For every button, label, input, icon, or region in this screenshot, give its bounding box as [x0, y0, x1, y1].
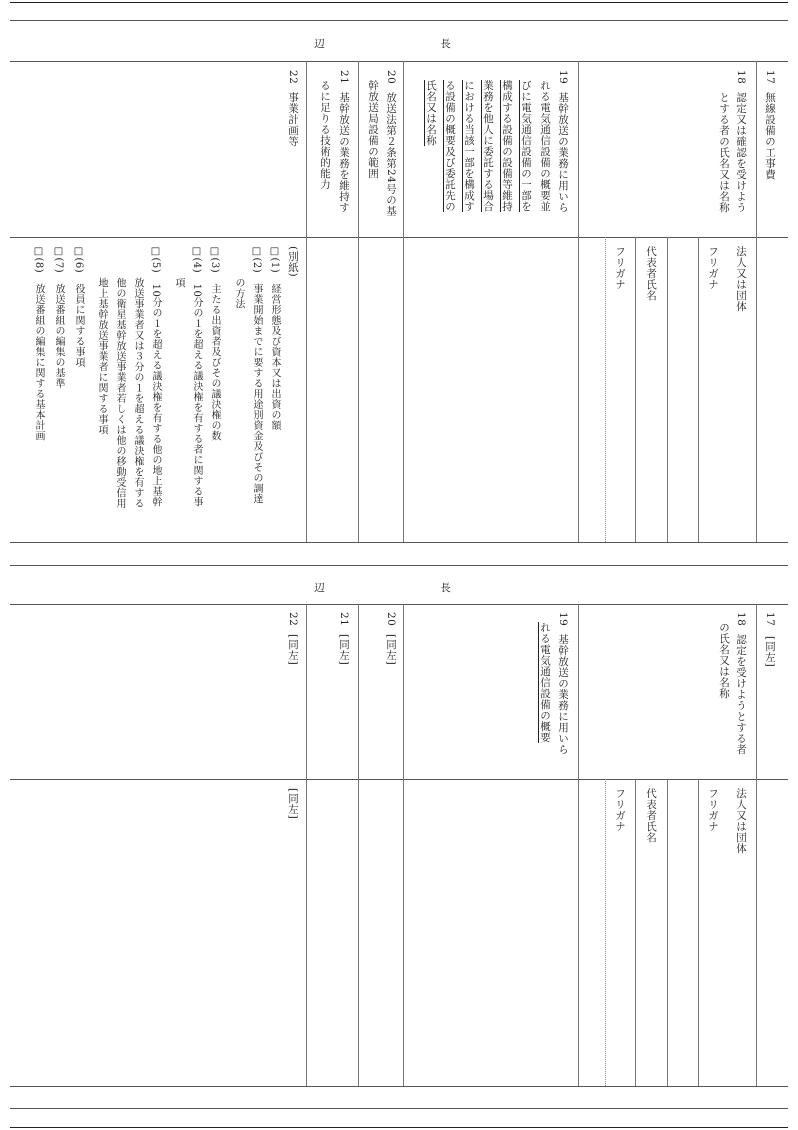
top-furigana-2: フリガナ [614, 246, 626, 290]
top-row21-line-1: 基幹放送の業務を維持す [338, 92, 350, 213]
top-row22-label: 事業計画等 [287, 92, 299, 147]
top-row17-label: 無線設備の工事費 [764, 92, 776, 180]
top-col-div-18d [605, 237, 606, 542]
top-item-7: □(7) 放送番組の編集の基準 [53, 246, 64, 389]
top-item-5c: 他の衛星基幹放送事業者若しくは他の移動受信用 [114, 246, 125, 509]
bottom-row22-content: [同左] [287, 788, 299, 820]
top-marker-side: 辺 [313, 38, 325, 49]
top-row20-line-1: 放送法第２条第24号の基 [385, 92, 397, 217]
bottom-col-div-18b [667, 779, 668, 1086]
top-corp-label: 法人又は団体 [735, 246, 747, 312]
top-col-div-17 [756, 61, 757, 542]
bottom-col-div-19 [578, 604, 579, 1086]
top-row22-number: 22 [287, 70, 299, 85]
bottom-row21-label: [同左] [338, 634, 350, 666]
bottom-row19-line-1: 基幹放送の業務に用いら [557, 634, 569, 755]
bottom-rep-label: 代表者氏名 [645, 788, 657, 843]
top-rule-4 [10, 542, 788, 543]
bottom-row17-label: [同左] [764, 636, 776, 668]
top-item-6: □(6) 役員に関する事項 [73, 246, 84, 368]
top-border [10, 2, 788, 3]
top-col-div-22 [306, 61, 307, 542]
top-col-div-19 [578, 61, 579, 542]
top-item-5: □(5) 10分の１を超える議決権を有する他の地上基幹 [150, 246, 161, 508]
top-col-div-18b [667, 237, 668, 542]
top-row18-label-1: 認定又は確認を受けよう [735, 92, 747, 213]
top-item-4b: 項 [173, 246, 184, 288]
bottom-marker-side: 辺 [313, 582, 325, 593]
bottom-col-div-18a [698, 779, 699, 1086]
top-rule-1 [10, 20, 788, 21]
bottom-corp-label: 法人又は団体 [735, 788, 747, 854]
bottom-col-div-21 [358, 604, 359, 1086]
bottom-row18-label-2: の氏名又は名称 [718, 622, 730, 699]
top-row19-line-4: 構成する設備の設備等維持 [501, 80, 513, 212]
top-item-5b: 放送事業者又は３分の１を超える議決権を有する [132, 246, 143, 509]
bottom-rule-3 [10, 779, 788, 780]
bottom-col-div-17 [756, 604, 757, 1086]
bottom-marker-long: 長 [439, 582, 451, 593]
bottom-rule-4 [10, 1086, 788, 1087]
top-row20-line-2: 幹放送局設備の範囲 [367, 80, 379, 179]
top-row19-line-2: れる電気通信設備の概要並 [539, 80, 551, 212]
top-row19-line-7: る設備の概要及び委託先の [444, 80, 456, 212]
bottom-row22-number: 22 [287, 612, 299, 627]
bottom-row20-number: 20 [385, 612, 397, 627]
top-row21-line-2: るに足りる技術的能力 [319, 80, 331, 190]
top-row18-number: 18 [735, 70, 747, 85]
top-item-2b: の方法 [233, 246, 244, 309]
bottom-col-div-22 [306, 604, 307, 1086]
top-rep-label: 代表者氏名 [645, 246, 657, 301]
top-annex-label: (別紙) [287, 246, 299, 278]
top-row21-number: 21 [338, 70, 350, 85]
bottom-furigana-2: フリガナ [614, 788, 626, 832]
bottom-row18-number: 18 [735, 612, 747, 627]
bottom-row19-number: 19 [557, 612, 569, 627]
top-row19-line-5: 業務を他人に委託する場合 [482, 80, 494, 212]
top-item-8: □(8) 放送番組の編集に関する基本計画 [33, 246, 44, 442]
bottom-col-div-18d [605, 779, 606, 1086]
top-col-div-20 [403, 61, 404, 542]
top-rule-3 [10, 237, 788, 238]
top-item-4: □(4) 10分の１を超える議決権を有する者に関する事 [191, 246, 202, 508]
top-row19-line-8: 氏名又は名称 [425, 80, 437, 146]
bottom-col-div-20 [403, 604, 404, 1086]
top-row19-line-1: 基幹放送の業務に用いら [557, 92, 569, 213]
bottom-row17-number: 17 [764, 612, 776, 627]
top-row20-number: 20 [385, 70, 397, 85]
top-item-3: □(3) 主たる出資者及びその議決権の数 [209, 246, 220, 442]
bottom-border [10, 1127, 788, 1128]
top-col-div-21 [358, 61, 359, 542]
bottom-row21-number: 21 [338, 612, 350, 627]
top-furigana-1: フリガナ [707, 246, 719, 290]
top-row19-number: 19 [557, 70, 569, 85]
top-item-1: □(1) 経営形態及び資本又は出資の額 [269, 246, 280, 431]
bottom-rule-2 [10, 604, 788, 605]
top-row19-line-3: びに電気通信設備の一部を [520, 80, 532, 212]
top-col-div-18c [635, 237, 636, 542]
top-row19-line-6: における当該一部を構成す [463, 80, 475, 212]
top-col-div-18a [698, 237, 699, 542]
bottom-furigana-1: フリガナ [707, 788, 719, 832]
bottom-rule-1 [10, 565, 788, 566]
bottom-row18-label-1: 認定を受けようとする者 [735, 634, 747, 755]
bottom-rule-5 [10, 1108, 788, 1109]
top-marker-long: 長 [439, 38, 451, 49]
bottom-row19-line-2: れる電気通信設備の概要 [539, 622, 551, 743]
bottom-col-div-18c [635, 779, 636, 1086]
bottom-row22-label: [同左] [287, 634, 299, 666]
bottom-row20-label: [同左] [385, 634, 397, 666]
top-row18-label-2: とする者の氏名又は名称 [718, 92, 730, 213]
top-rule-2 [10, 61, 788, 62]
top-item-2: □(2) 事業開始までに要する用途別資金及びその調達 [251, 246, 262, 505]
top-row17-number: 17 [764, 70, 776, 85]
top-item-5d: 地上基幹放送事業者に関する事項 [96, 246, 107, 435]
